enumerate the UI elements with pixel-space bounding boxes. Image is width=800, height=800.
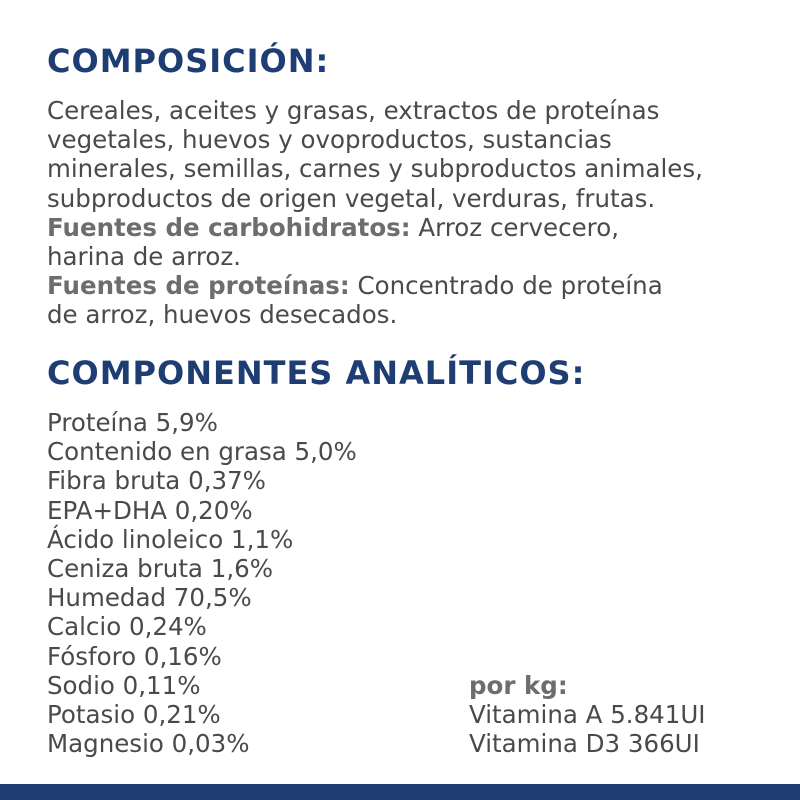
carbs-sources-value: Arroz cervecero, bbox=[410, 212, 619, 242]
analytics-item-sodium: Sodio 0,11% bbox=[47, 670, 201, 700]
analytics-item-ash: Ceniza bruta 1,6% bbox=[47, 554, 273, 584]
composition-line: minerales, semillas, carnes y subproductos animales, bbox=[47, 154, 703, 184]
analytics-list bbox=[47, 408, 357, 758]
composition-line: subproductos de origen vegetal, verduras, frutas. bbox=[47, 183, 656, 213]
analytics-item-moisture: Humedad 70,5% bbox=[47, 583, 252, 613]
analytics-item-phosphorus: Fósforo 0,16% bbox=[47, 641, 222, 671]
protein-sources-continued: de arroz, huevos desecados. bbox=[47, 300, 398, 330]
analytics-item-calcium: Calcio 0,24% bbox=[47, 612, 207, 642]
analytics-item-fiber: Fibra bruta 0,37% bbox=[47, 466, 266, 496]
analytics-item-linoleic: Ácido linoleico 1,1% bbox=[47, 524, 294, 554]
carbs-sources-label: Fuentes de carbohidratos: bbox=[47, 212, 411, 242]
composition-heading: COMPOSICIÓN: bbox=[47, 42, 330, 80]
analytics-heading: COMPONENTES ANALÍTICOS: bbox=[47, 354, 586, 392]
carbs-sources-line bbox=[47, 213, 767, 242]
analytics-item-potassium: Potasio 0,21% bbox=[47, 700, 221, 730]
per-kg-label: por kg: bbox=[469, 671, 568, 700]
vitamin-d3-value: Vitamina D3 366UI bbox=[469, 729, 700, 759]
per-kg-block bbox=[469, 671, 706, 759]
analytics-item-epa-dha: EPA+DHA 0,20% bbox=[47, 495, 253, 525]
composition-line: vegetales, huevos y ovoproductos, sustancias bbox=[47, 125, 612, 155]
composition-line: Cereales, aceites y grasas, extractos de proteínas bbox=[47, 96, 660, 125]
vitamin-a-value: Vitamina A 5.841UI bbox=[469, 700, 706, 730]
composition-text bbox=[47, 96, 767, 330]
protein-sources-line bbox=[47, 271, 767, 300]
analytics-item-magnesium: Magnesio 0,03% bbox=[47, 729, 250, 759]
protein-sources-value: Concentrado de proteína bbox=[349, 271, 663, 301]
analytics-item-fat: Contenido en grasa 5,0% bbox=[47, 437, 357, 467]
protein-sources-label: Fuentes de proteínas: bbox=[47, 271, 350, 301]
bottom-band bbox=[0, 784, 800, 800]
analytics-item-protein: Proteína 5,9% bbox=[47, 408, 218, 437]
carbs-sources-continued: harina de arroz. bbox=[47, 242, 241, 272]
